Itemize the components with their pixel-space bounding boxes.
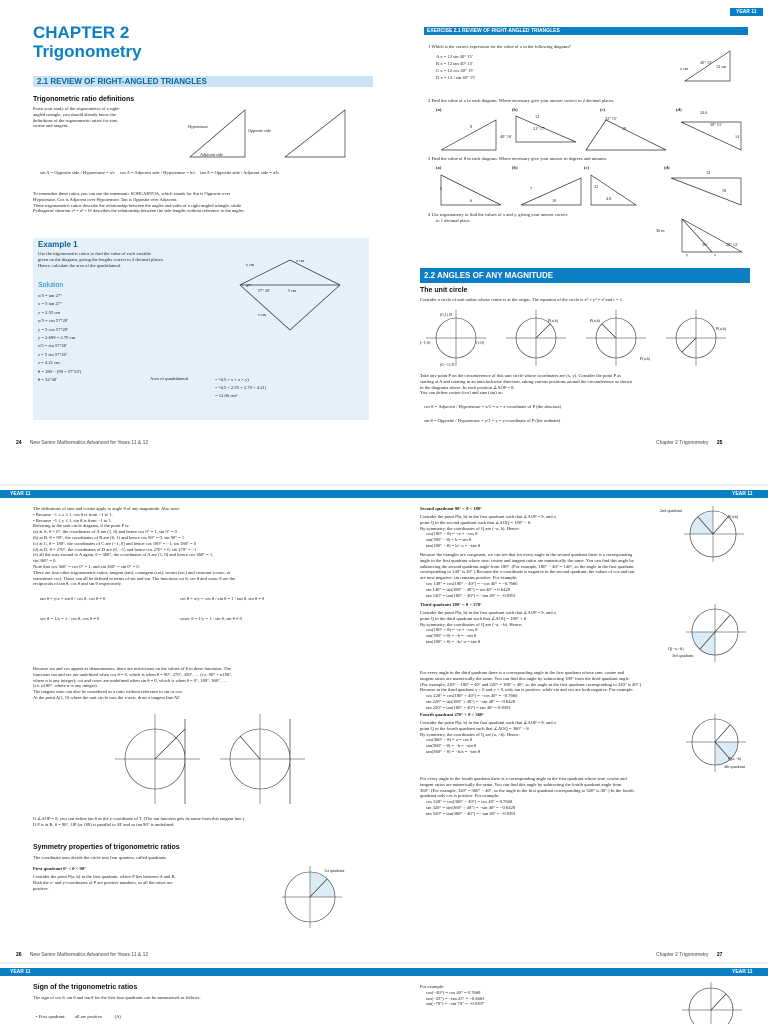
q1-triangle [680, 46, 740, 86]
q2-part-c: (c) [600, 107, 606, 112]
q4-x: x [714, 252, 717, 257]
first-quadrant-heading: First quadrant 0° < θ < 90° [33, 866, 86, 871]
exercise-2-1-header: EXERCISE 2.1 REVIEW OF RIGHT-ANGLED TRIANGLES [424, 27, 748, 35]
q4-a2: 20° 12' [726, 242, 738, 247]
footer-page-24: 24 New Senior Mathematics Advanced for Years 11 & 12 [16, 440, 149, 446]
symmetry-heading: Symmetry properties of trigonometric ratios [33, 844, 180, 851]
q2-d2: 14 [735, 134, 740, 139]
chapter-number: CHAPTER 2 [33, 23, 130, 42]
q3-qab-label: Q(−a,−b) [668, 646, 684, 651]
formula-sec: sec θ = 1/x = 1 / cos θ, cos θ ≠ 0 [40, 616, 100, 621]
q1-text: 1 Which is the correct expression for the value of x in the following diagram? [428, 44, 571, 49]
q4-quadrant-label: 4th quadrant [724, 764, 746, 769]
mnemonic-text: To remember these ratios you can use the mnemonic SOHCAHTOA, which stands for Sin is Opposite over Hypotenuse, Cos is Adjacent over Hypotenuse, Tan is Opposite over Adjacent. These trigonometric ratios describe the relationship between the angles and sides of a right-angled triangle, while Pythagoras' theorem c² = a² + b² describes the relationship between the side lengths without reference to the angles. [33, 191, 245, 214]
unit-circle-paragraph: Take any point P on the circumference of this unit circle whose coordinates are (x, y). Consider the point P as starting at A and rotating in an anticlockwise direction, taking various positions around the circumference as shown in the diagrams above. In each position ∠XOP = θ. You can define cosine (cos) and sine (sin) as: [420, 373, 632, 396]
q2-c-side: 18 [622, 126, 627, 131]
symmetry-text: The coordinate axes divide the circle into four quarters, called quadrants. [33, 855, 168, 860]
year-tag-2-left: YEAR 11 [10, 491, 31, 497]
sign-ratios-heading: Sign of the trigonometric ratios [33, 984, 138, 991]
spread-divider-1 [0, 484, 768, 486]
first-quadrant-bullet: • First quadrant: all are positive (A) [36, 1014, 121, 1019]
q2-b2: 40° 16' [500, 134, 512, 139]
q4-a1: 36° [702, 242, 708, 247]
first-quadrant-lines: Consider the point P(a, b) in the first quadrant, where P lies between A and B. Both the x- and y-coordinates of P are positive numbers, so all the ratios are positive. [33, 874, 176, 891]
triangle-labelled-vertices [285, 110, 345, 157]
ex-fig-x: x cm [258, 312, 267, 317]
fig-label-hyp: Hypotenuse [188, 124, 209, 129]
solution-lines: x/5 = tan 27° x = 5 tan 27° x = 2.55 cm y/5 = cos 57°20' y = 5 cos 57°20' y = 2.699 = 2.70 cm z/5 = sin 57°20' z = 5 sin 57°20' z = 4.21 cm θ = 180 − (90 + 57°20') θ = 32°40' [38, 293, 82, 383]
q3-part-a: (a) [436, 165, 442, 170]
footer-page-25: Chapter 2 Trigonometry 25 [656, 440, 723, 446]
footer-page-26: 26 New Senior Mathematics Advanced for Years 11 & 12 [16, 952, 149, 958]
tangent-diagram-2 [220, 714, 305, 804]
ex-fig-deg57: 57° 20' [258, 288, 270, 293]
year-tag-3-right: YEAR 11 [732, 969, 753, 975]
uc-label-c: (1,0) [476, 340, 485, 345]
unit-circle-text: Consider a circle of unit radius whose centre is at the origin. The equation of the circle is x² + y² = r² and r = 1. [420, 297, 624, 302]
second-quadrant-para: Because the triangles are congruent, we can see that for every angle in the second quadrant there is a corresponding angle in the first quadrant whose sine, cosine and tangent ratios are numerically the same. You can find this angle by subtracting the second quadrant angle from 180°. (For example, 180° − 40° = 140°, so the angle in the first quadrant corresponding to 140° is 40°.) Because the x-coordinate is negative in the second quadrant, the values of cos and tan are now negative; sin remains positive. For example: cos 140° = cos(180° − 40°) = −cos 40° = −0.7660 sin 140° = sin(180° − 40°) = sin 40° = 0.6428 tan 140° = tan(180° − 40°) = −tan 40° = −0.8391 [420, 552, 635, 598]
q3-a1: 5 [440, 186, 443, 191]
q2-part-b: (b) [512, 107, 518, 112]
q2-figures [436, 112, 746, 154]
q3-d1: 12 [706, 170, 711, 175]
formula-tan: tan θ = y/x = sin θ / cos θ, cos θ ≠ 0 [40, 596, 106, 601]
q2-quadrant-label: 2nd quadrant [660, 508, 682, 513]
q2-part-d: (d) [676, 107, 682, 112]
negative-angle-examples: For example: cos(−40°) = cos 40° = 0.7660 tan(−25°) = −tan 25° = −0.4663 sin(−70°) = −sin 70° = −0.9397 [420, 984, 485, 1007]
ratio-formulas: sin A = Opposite side / Hypotenuse = a/c cos A = Adjacent side / Hypotenuse = b/c tan A = Opposite side / Adjacent side = a/b [40, 170, 279, 175]
q2-a-side: 8 [470, 124, 473, 129]
fourth-quadrant-para: For every angle in the fourth quadrant there is a corresponding angle in the first quadrant whose sine, cosine and tangent ratios are numerically the same. You can find this angle by subtracting the fourth quadrant angle from 360°. (For example, 320° = 360° − 40°, so the angle in the first quadrant corresponding to 320° is 40°.) In the fourth quadrant only cos is positive. For example: cos 320° = cos(360° − 40°) = cos 40° = 0.7660 sin 320° = sin(360° − 40°) = −sin 40° = −0.6428 tan 320° = tan(360° − 40°) = −tan 40° = −0.8391 [420, 776, 634, 816]
q3-part-c: (c) [584, 165, 590, 170]
q3-part-d: (d) [664, 165, 670, 170]
q2-pab-label: P(a,b) [728, 514, 739, 519]
uc-label-q: P(a,b) [590, 318, 601, 323]
section-2-2-header: 2.2 ANGLES OF ANY MAGNITUDE [420, 268, 750, 283]
q3-d2: 18 [722, 188, 727, 193]
tangent-lines: If ∠AOP = θ, you can define tan θ as the y-coordinate of T. (The tan function gets its name from this tangent line.) If P is at B, θ = 90°, OP (or OB) is parallel to AT and so tan 90° is undefined. [33, 816, 245, 827]
second-quadrant-lines: Consider the point P(a, b) in the first quadrant such that ∠AOP = θ, and a point Q in the second quadrant such that ∠AOQ = 180° − θ. By symmetry, the coordinates of Q are (−a, b). Hence: cos(180° − θ) = −a = −cos θ sin(180° − θ) = b = sin θ tan(180° − θ) = b/−a = −tan θ [420, 514, 556, 548]
q3-text: 3 Find the value of θ in each diagram. Where necessary give your answer in degrees and minutes. [428, 156, 608, 161]
ex-fig-z: z cm [296, 258, 305, 263]
third-quadrant-para: For every angle in the third quadrant there is a corresponding angle in the first quadrant whose sine, cosine and tangent ratios are numerically the same. You can find this angle by subtracting 180° from the third quadrant angle. (For example, 220° − 180° = 40° and 220° = 180° + 40°, so the angle in the first quadrant corresponding to 220° is 40°.) Because in the third quadrant x < 0 and y < 0, only tan is positive, while sin and cos are both negative. For example: cos 220° = cos(180° + 40°) = −cos 40° = −0.7660 sin 220° = sin(180° + 40°) = −sin 40° = −0.6428 tan 220° = tan(180° + 40°) = tan 40° = 0.8391 [420, 670, 642, 710]
q3-c2: 4.8 [606, 196, 612, 201]
year-band-2 [0, 490, 768, 498]
chapter-title: Trigonometry [33, 42, 142, 61]
q3-part-b: (b) [512, 165, 518, 170]
q1-fig-side: 12 cm [716, 64, 727, 69]
section-2-1-header: 2.1 REVIEW OF RIGHT-ANGLED TRIANGLES [33, 76, 373, 87]
tangent-line-diagrams [110, 704, 310, 814]
definitions-lines: The definitions of sine and cosine apply to angle θ of any magnitude. Also note: • Because −1 ≤ x ≤ 1, cos θ is from −1 to 1. • Because −1 ≤ y ≤ 1, sin θ is from −1 to 1. Referring to the unit circle diagram, if the point P is: (a) at A, θ = 0°, the coordinates of A are (1, 0) and hence cos 0° = 1, sin 0° = 0 (b) at B, θ = 90°, the coordinates of B are (0, 1) and hence cos 90° = 0, sin 90° = 1 (c) at C, θ = 180°, the coordinates of C are (−1, 0) and hence cos 180° = −1, sin 180° = 0 (d) at D, θ = 270°, the coordinates of D are (0, −1) and hence cos 270° = 0, sin 270° = −1 (e) all the way around to A again, θ = 360°, the coordinates of A are (1, 0) and hence cos 360° = 1, sin 360° = 0. Note that cos 360° = cos 0° = 1, and sin 360° = sin 0° = 0. There are four other trigonometric ratios: tangent (tan), cotangent (cot), secant (sec) and cosecant (cosec, or sometimes csc). These can all be defined in terms of sin and sin. The functions cot θ, sec θ and cosec θ are the reciprocals of tan θ, cos θ and sin θ respectively. [33, 506, 236, 587]
sign-ratios-intro: The sign of cos θ, sin θ and tan θ for the first four quadrants can be summarised as follows: [33, 995, 201, 1000]
ex-fig-deg27: 27° [246, 283, 252, 288]
spread-divider-2 [0, 962, 768, 964]
q4-y: y [686, 252, 689, 257]
trig-defs-text: From your study of the trigonometry of a right- angled triangle, you should already know the definitions of the trigonometric ratios for sine, cosine and tangent. [33, 106, 121, 129]
third-quadrant-heading: Third quadrant 180° < θ < 270° [420, 602, 482, 607]
q3-quadrant-label: 3rd quadrant [672, 653, 694, 658]
fig-label-opp: Opposite side [248, 128, 271, 133]
restrictions-lines: Because sin and cos appear as denominators, there are restrictions on the values of θ in these functions. The functions tan and sec are undefined when cos θ = 0, which is when θ = 90°, 270°, 450°, … (i.e. 90° + n180°, where n is any integer); cot and cosec are undefined when sin θ = 0, which is when θ = 0°, 180°, 360°, … (i.e. n180°, where n is any integer). The tangent ratio can also be considered as a ratio without reference to sin or cos. At the point A(1, 0) where the unit circle cuts the x-axis, draw a tangent line AT. [33, 666, 233, 700]
example-1-title: Example 1 [38, 240, 78, 249]
fig-label-adj: Adjacent side [200, 152, 223, 157]
year-tag-2-right: YEAR 11 [732, 491, 753, 497]
q3-b1: 7 [530, 186, 533, 191]
q3-a2: 6 [470, 198, 473, 203]
q2-d-side: 24.6 [700, 110, 708, 115]
area-label: Area of quadrilateral [150, 376, 189, 381]
q4-qab-label: Q(a,−b) [728, 756, 742, 761]
negative-angle-diagram [676, 980, 746, 1024]
tangent-diagram-1 [115, 714, 200, 804]
q4-figure [672, 214, 747, 256]
quadrant-label-1: 1st quadrant [324, 868, 345, 873]
q2-d-ang: 38° 51' [710, 122, 722, 127]
q3-figures [436, 170, 746, 210]
q3-b2: 10 [552, 198, 557, 203]
q1-fig-ang: 40° 15' [700, 60, 712, 65]
year-tag-1: YEAR 11 [730, 8, 763, 16]
q2-b-side: 12 [535, 114, 540, 119]
solution-label: Solution [38, 282, 64, 289]
uc-label-d: (0,−1) D [440, 362, 455, 367]
q1-options: A x = 12 sin 40° 15' B x = 12 tan 40° 15' C x = 12 cos 40° 15' D x = 12 / sin 40° 15' [436, 54, 476, 80]
formula-cot: cot θ = x/y = cos θ / sin θ = 1 / tan θ, sin θ ≠ 0 [180, 596, 265, 601]
uc-label-b: (−1,0) [420, 340, 431, 345]
ex-fig-five: 5 cm [288, 288, 297, 293]
q4-side: 36 m [656, 228, 665, 233]
uc-label-s: P(a,b) [716, 326, 727, 331]
uc-label-a: (0,1) B [440, 312, 452, 317]
unit-circle-diagrams [420, 308, 750, 368]
second-quadrant-heading: Second quadrant 90° < θ < 180° [420, 506, 483, 511]
area-lines: = ½(5 × x + z × y) = ½(5 × 2.55 + 2.70 × 4.21) = 12.06 cm² [215, 377, 267, 398]
formula-cosec: cosec θ = 1/y = 1 / sin θ, sin θ ≠ 0 [180, 616, 242, 621]
ex-fig-y: y cm [246, 262, 255, 267]
sin-definition: sin θ = Opposite / Hypotenuse = y/1 = y = y-coordinate of P (the ordinate) [424, 418, 561, 423]
fourth-quadrant-heading: Fourth quadrant 270° < θ < 360° [420, 712, 485, 717]
unit-circle-1 [426, 310, 486, 366]
unit-circle-4 [666, 310, 726, 366]
q1-fig-x: x cm [680, 66, 689, 71]
first-quadrant-diagram [280, 862, 360, 932]
footer-page-27: Chapter 2 Trigonometry 27 [656, 952, 723, 958]
cos-definition: cos θ = Adjacent / Hypotenuse = x/1 = x = x-coordinate of P (the abscissa) [424, 404, 562, 409]
q2-c-ang: 32° 15' [605, 116, 617, 121]
q2-b-ang: 21° 17' [533, 126, 545, 131]
trig-defs-heading: Trigonometric ratio definitions [33, 96, 135, 103]
q3-c1: 32 [594, 184, 599, 189]
fourth-quadrant-lines: Consider the point P(a, b) in the first quadrant such that ∠AOP = θ, and a point Q in the fourth quadrant such that ∠AOQ = 360° − θ. By symmetry, the coordinates of Q are (a, −b). Hence: cos(360° − θ) = a = cos θ sin(360° − θ) = −b = −sin θ tan(360° − θ) = −b/a = −tan θ [420, 720, 556, 754]
third-quadrant-lines: Consider the point P(a, b) in the first quadrant such that ∠AOP = θ, and a point Q in the third quadrant such that ∠AOQ = 180° + θ. By symmetry, the coordinates of Q are (−a, −b). Hence: cos(180° + θ) = −a = −cos θ sin(180° + θ) = −b = −sin θ tan(180° + θ) = −b/−a = tan θ [420, 610, 556, 644]
uc-label-p: P(a,b) [548, 318, 559, 323]
q2-text: 2 Find the value of x to each diagram. Where necessary give your answer correct to 2 decimal places. [428, 98, 615, 103]
year-band-3 [0, 968, 768, 976]
example-1-text: Use the trigonometric ratios to find the value of each variable given on the diagram, giving the lengths correct to 2 decimal places. Hence, calculate the area of the quadrilateral. [38, 251, 164, 268]
quadrilateral-shape [240, 260, 340, 330]
year-tag-3-left: YEAR 11 [10, 969, 31, 975]
uc-label-r: P(a,b) [640, 356, 651, 361]
q4-text: 4 Use trigonometry to find the values of x and y, giving your answer correct to 1 decimal place. [428, 212, 568, 223]
q2-part-a: (a) [436, 107, 442, 112]
unit-circle-heading: The unit circle [420, 287, 468, 294]
triangle-labelled-sides [190, 110, 245, 157]
